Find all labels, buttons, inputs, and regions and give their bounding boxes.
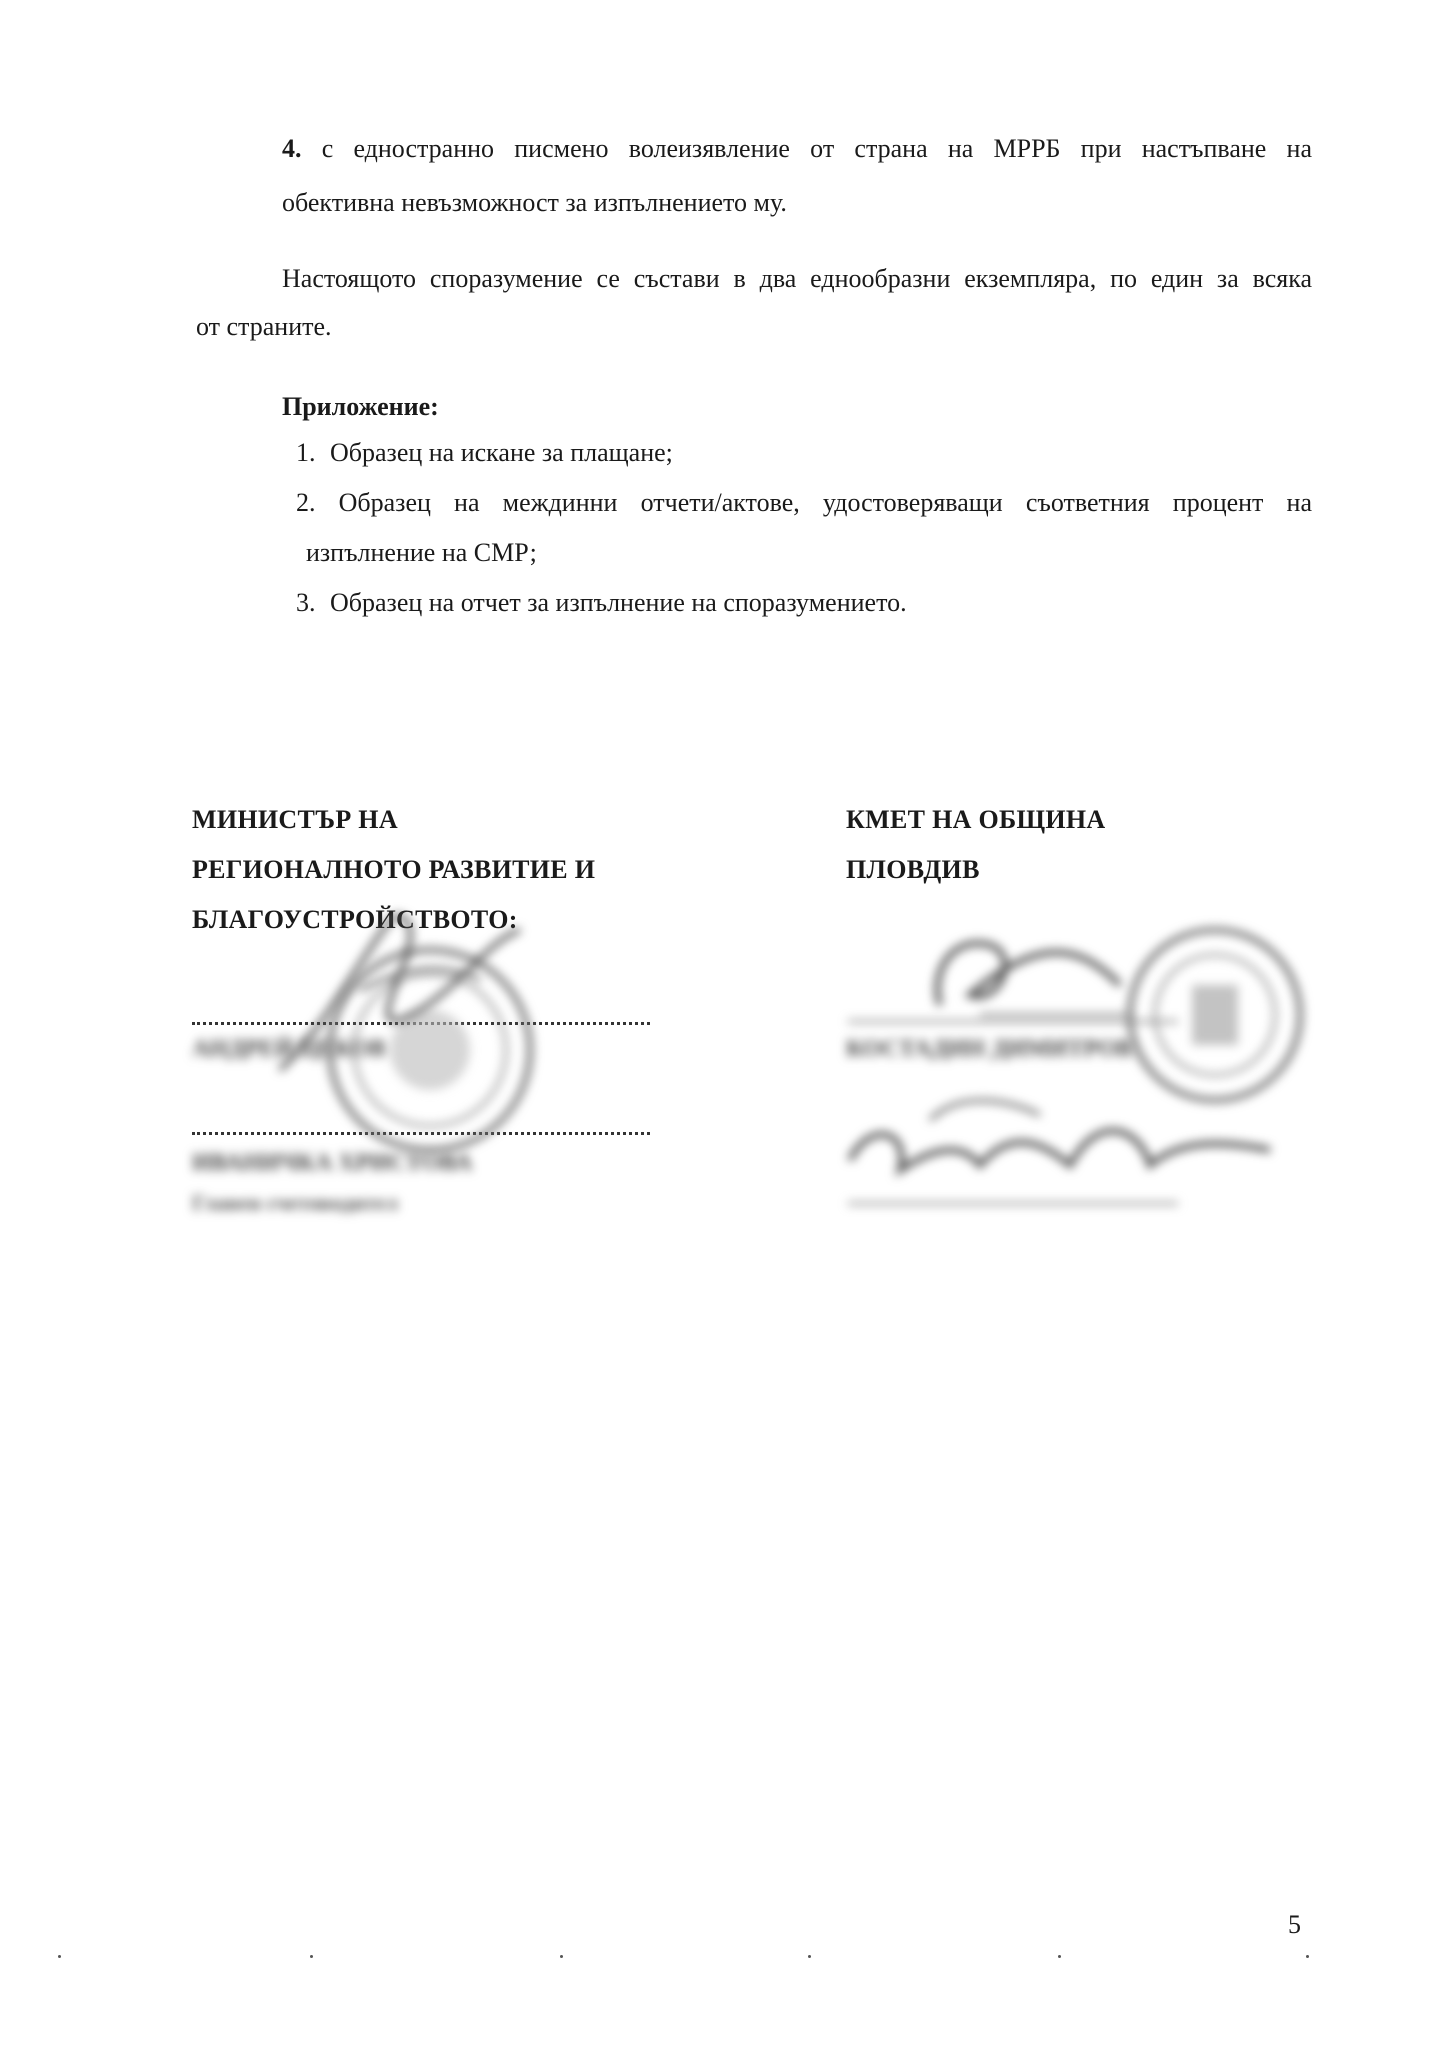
item-4-number: 4. bbox=[282, 134, 302, 163]
annex-title: Приложение: bbox=[282, 392, 439, 421]
annex-item-text: Образец на искане за плащане; bbox=[330, 438, 673, 467]
left-signatory-role-2: Главен счетоводител bbox=[192, 1190, 398, 1215]
footer-dot bbox=[1306, 1955, 1309, 1958]
page-number: 5 bbox=[1288, 1910, 1301, 1939]
mayor-signature-icon bbox=[920, 915, 1140, 1025]
right-signatory-heading-line-1: КМЕТ НА ОБЩИНА bbox=[846, 805, 1106, 834]
left-signatory-heading-line-2: РЕГИОНАЛНОТО РАЗВИТИЕ И bbox=[192, 855, 596, 884]
item-4-line-1 bbox=[282, 124, 1312, 174]
item-4-line-2: обективна невъзможност за изпълнението му. bbox=[282, 188, 787, 217]
annex-item-2-line-2: изпълнение на СМР; bbox=[306, 538, 537, 567]
annex-item-2-line-1 bbox=[296, 478, 1312, 528]
handwritten-name-signature-icon bbox=[840, 1070, 1280, 1210]
footer-dot bbox=[1058, 1955, 1061, 1958]
annex-item-text: Образец на междинни отчети/актове, удостоверяващи съответния процент на bbox=[338, 488, 1313, 517]
item-4-text: с едностранно писмено волеизявление от страна на МРРБ при настъпване на bbox=[321, 134, 1313, 163]
annex-item-3 bbox=[296, 578, 907, 628]
right-signatory-name-1: КОСТАДИН ДИМИТРОВ bbox=[846, 1036, 1133, 1062]
footer-dot bbox=[560, 1955, 563, 1958]
right-signatory-heading-line-2: ПЛОВДИВ bbox=[846, 855, 980, 884]
left-signatory-heading-line-1: МИНИСТЪР НА bbox=[192, 805, 398, 834]
annex-item-1 bbox=[296, 428, 673, 478]
annex-item-number: 2. bbox=[296, 488, 316, 517]
annex-item-number: 3. bbox=[296, 588, 316, 617]
closing-paragraph-line-2: от страните. bbox=[196, 312, 332, 341]
left-signatory-heading-line-3: БЛАГОУСТРОЙСТВОТО: bbox=[192, 905, 518, 934]
footer-dot bbox=[808, 1955, 811, 1958]
left-signatory-name-2: ИВАНИЧКА ХРИСТОВА bbox=[192, 1150, 473, 1176]
left-signatory-name-1: АНДРЕЙ ЦЕКОВ bbox=[192, 1036, 387, 1062]
footer-dot bbox=[310, 1955, 313, 1958]
footer-dot bbox=[58, 1955, 61, 1958]
annex-item-number: 1. bbox=[296, 438, 316, 467]
annex-item-text: Образец на отчет за изпълнение на споразумението. bbox=[330, 588, 907, 617]
minister-signature-icon bbox=[270, 900, 530, 1080]
closing-paragraph-line-1: Настоящото споразумение се състави в два еднообразни екземпляра, по един за всяка bbox=[282, 264, 1312, 293]
